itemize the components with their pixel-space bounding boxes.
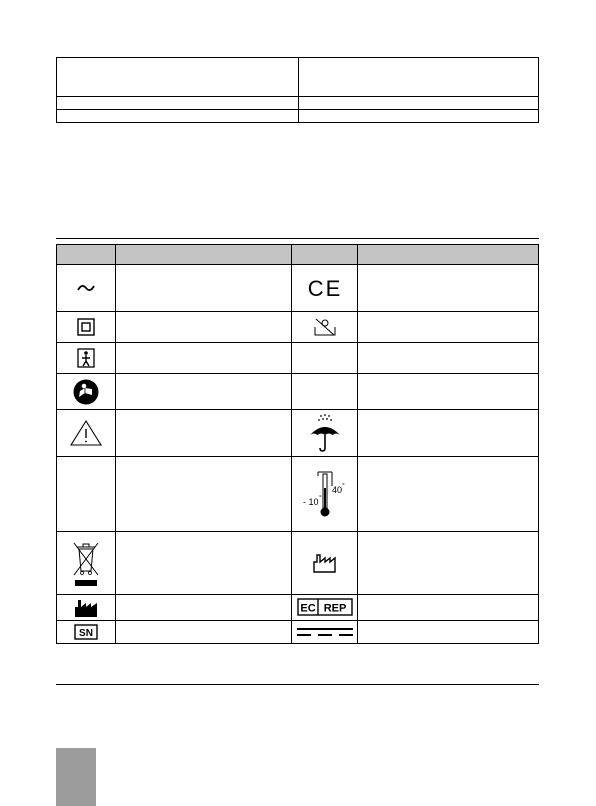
date-of-manufacture-icon bbox=[312, 552, 338, 574]
symbol-cell bbox=[57, 532, 116, 595]
header-cell bbox=[57, 245, 116, 265]
symbol-cell bbox=[292, 457, 358, 532]
description-cell bbox=[116, 410, 292, 457]
symbol-cell bbox=[292, 410, 358, 457]
type-b-applied-part-icon bbox=[77, 348, 95, 368]
section-rule bbox=[56, 238, 539, 239]
description-cell bbox=[358, 595, 539, 621]
symbol-cell bbox=[292, 621, 358, 644]
symbol-cell bbox=[292, 265, 358, 312]
symbols-table bbox=[56, 244, 539, 644]
table-cell bbox=[57, 97, 299, 110]
description-cell bbox=[116, 343, 292, 374]
degree-sign: ° bbox=[318, 495, 322, 502]
table-row bbox=[57, 97, 539, 110]
temperature-limit-icon bbox=[301, 466, 349, 522]
table-cell bbox=[57, 110, 299, 123]
description-cell bbox=[358, 532, 539, 595]
description-cell bbox=[116, 457, 292, 532]
description-cell bbox=[358, 621, 539, 644]
table-row bbox=[57, 532, 539, 595]
table-row bbox=[57, 58, 539, 97]
weee-icon bbox=[71, 539, 101, 587]
description-cell bbox=[358, 410, 539, 457]
degree-sign: ° bbox=[341, 483, 345, 490]
temperature-high-label: 40 bbox=[331, 485, 342, 495]
table-row bbox=[57, 374, 539, 410]
symbol-cell bbox=[57, 621, 116, 644]
table-cell bbox=[299, 58, 539, 97]
symbol-cell bbox=[57, 374, 116, 410]
serial-number-label: SN bbox=[79, 627, 93, 639]
table-row bbox=[57, 312, 539, 343]
atmospheric-pressure-limit-icon bbox=[313, 317, 337, 337]
table-row bbox=[57, 595, 539, 621]
table-cell bbox=[57, 58, 299, 97]
table-row bbox=[57, 410, 539, 457]
follow-instructions-icon bbox=[73, 379, 99, 405]
table-row bbox=[57, 621, 539, 644]
symbol-cell bbox=[57, 457, 116, 532]
symbol-cell bbox=[57, 265, 116, 312]
warning-icon bbox=[69, 419, 103, 447]
ec-rep-icon bbox=[297, 598, 353, 616]
description-cell bbox=[116, 374, 292, 410]
description-cell bbox=[358, 265, 539, 312]
symbol-cell bbox=[57, 410, 116, 457]
description-cell bbox=[116, 621, 292, 644]
header-cell bbox=[292, 245, 358, 265]
keep-dry-icon bbox=[308, 413, 342, 453]
header-cell bbox=[358, 245, 539, 265]
table-row bbox=[57, 343, 539, 374]
header-cell bbox=[116, 245, 292, 265]
rep-label: REP bbox=[323, 602, 346, 615]
description-cell bbox=[358, 457, 539, 532]
symbol-cell bbox=[292, 532, 358, 595]
description-cell bbox=[116, 265, 292, 312]
ce-mark-text: CE bbox=[307, 276, 342, 301]
description-cell bbox=[116, 532, 292, 595]
temperature-low-label: - 10 bbox=[302, 497, 319, 507]
table-cell bbox=[299, 110, 539, 123]
alternating-current-icon bbox=[76, 282, 96, 294]
description-cell bbox=[358, 374, 539, 410]
symbol-cell bbox=[292, 595, 358, 621]
symbol-cell bbox=[57, 343, 116, 374]
manufacturer-icon bbox=[74, 598, 98, 618]
table-row bbox=[57, 265, 539, 312]
serial-number-icon bbox=[74, 624, 98, 640]
table-cell bbox=[299, 97, 539, 110]
header-row bbox=[57, 245, 539, 265]
description-cell bbox=[358, 343, 539, 374]
page-tab bbox=[56, 748, 96, 806]
footer-rule bbox=[56, 684, 539, 685]
ce-mark-icon bbox=[307, 275, 343, 301]
symbol-cell bbox=[292, 374, 358, 410]
symbol-cell bbox=[57, 595, 116, 621]
description-cell bbox=[116, 595, 292, 621]
direct-current-icon bbox=[297, 627, 353, 637]
ec-label: EC bbox=[299, 602, 316, 615]
symbol-cell bbox=[57, 312, 116, 343]
symbol-cell bbox=[292, 343, 358, 374]
class-ii-equipment-icon bbox=[77, 318, 95, 336]
description-cell bbox=[358, 312, 539, 343]
symbol-cell bbox=[292, 312, 358, 343]
table-row bbox=[57, 457, 539, 532]
description-cell bbox=[116, 312, 292, 343]
table-row bbox=[57, 110, 539, 123]
top-table bbox=[56, 57, 539, 123]
